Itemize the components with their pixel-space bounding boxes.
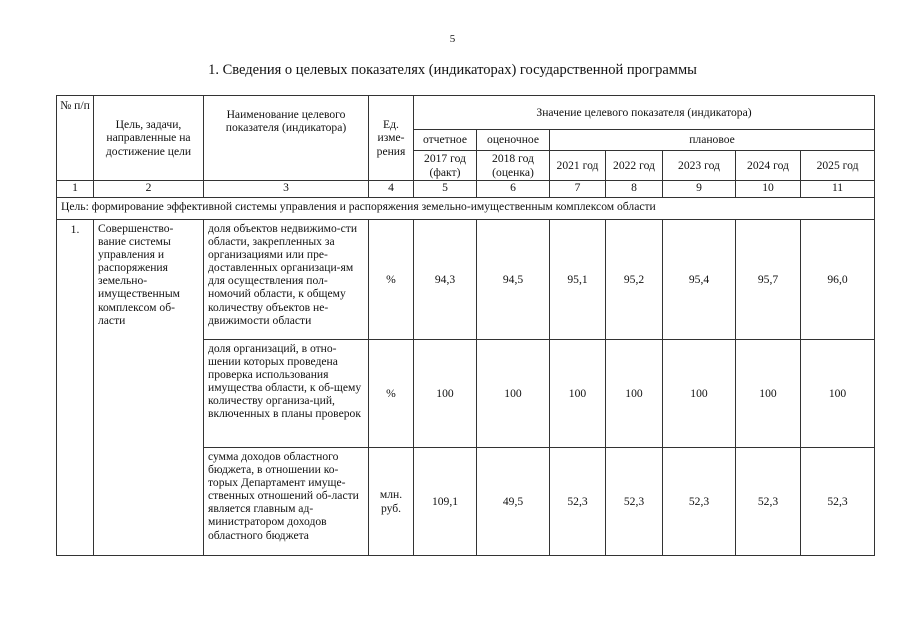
header-year: 2022 год	[606, 151, 663, 181]
value-cell: 52,3	[663, 448, 736, 556]
value-cell: 52,3	[550, 448, 606, 556]
value-cell: 95,2	[606, 220, 663, 340]
indicator-name: сумма доходов областного бюджета, в отношении ко-торых Департамент имуще-ственных отношений об-ласти является главным ад-министратором доходов областного бюджета	[204, 448, 369, 556]
goal-row: Цель: формирование эффективной системы управления и распоряжения земельно-имущественным комплексом области	[57, 198, 875, 220]
indicator-unit: млн. руб.	[369, 448, 414, 556]
column-number: 9	[663, 181, 736, 198]
indicators-table	[56, 95, 875, 556]
header-value-group: Значение целевого показателя (индикатора)	[414, 96, 875, 130]
value-cell: 100	[550, 340, 606, 448]
task-text: Совершенство-вание системы управления и распоряжения земельно-имущественным комплексом об-ласти	[94, 220, 204, 556]
column-number: 5	[414, 181, 477, 198]
task-number: 1.	[57, 220, 94, 556]
value-cell: 95,4	[663, 220, 736, 340]
table-row	[57, 220, 875, 340]
column-number: 2	[94, 181, 204, 198]
value-cell: 96,0	[801, 220, 875, 340]
value-cell: 49,5	[477, 448, 550, 556]
column-number: 8	[606, 181, 663, 198]
value-cell: 52,3	[801, 448, 875, 556]
header-num: № п/п	[57, 96, 94, 181]
value-cell: 100	[606, 340, 663, 448]
header-year: 2018 год (оценка)	[477, 151, 550, 181]
header-year: 2021 год	[550, 151, 606, 181]
header-indicator-name: Наименование целевого показателя (индикатора)	[204, 96, 369, 181]
value-cell: 100	[414, 340, 477, 448]
column-number: 10	[736, 181, 801, 198]
indicator-unit: %	[369, 340, 414, 448]
header-goal-tasks: Цель, задачи, направленные на достижение цели	[94, 96, 204, 181]
value-cell: 94,5	[477, 220, 550, 340]
value-cell: 52,3	[736, 448, 801, 556]
page-number: 5	[449, 33, 456, 45]
value-cell: 100	[663, 340, 736, 448]
header-estimated: оценочное	[477, 130, 550, 151]
column-number: 11	[801, 181, 875, 198]
value-cell: 100	[801, 340, 875, 448]
header-year: 2025 год	[801, 151, 875, 181]
header-reported: отчетное	[414, 130, 477, 151]
value-cell: 95,7	[736, 220, 801, 340]
header-unit: Ед. изме-рения	[369, 96, 414, 181]
value-cell: 94,3	[414, 220, 477, 340]
value-cell: 52,3	[606, 448, 663, 556]
indicator-unit: %	[369, 220, 414, 340]
header-planned: плановое	[550, 130, 875, 151]
indicator-name: доля организаций, в отно-шении которых проведена проверка использования имущества области, к об-щему количеству организа-ций, включенных в планы проверок	[204, 340, 369, 448]
indicator-name: доля объектов недвижимо-сти области, закрепленных за организациями или пре-доставленных организаци-ям для осуществления пол-номочий области, к общему количеству объектов не-движимости области	[204, 220, 369, 340]
header-year: 2023 год	[663, 151, 736, 181]
header-year: 2017 год (факт)	[414, 151, 477, 181]
page-title: 1. Сведения о целевых показателях (индикаторах) государственной программы	[208, 62, 697, 78]
column-number: 1	[57, 181, 94, 198]
value-cell: 109,1	[414, 448, 477, 556]
column-number: 3	[204, 181, 369, 198]
value-cell: 100	[477, 340, 550, 448]
value-cell: 100	[736, 340, 801, 448]
header-year: 2024 год	[736, 151, 801, 181]
value-cell: 95,1	[550, 220, 606, 340]
column-number: 6	[477, 181, 550, 198]
column-number: 4	[369, 181, 414, 198]
column-number: 7	[550, 181, 606, 198]
